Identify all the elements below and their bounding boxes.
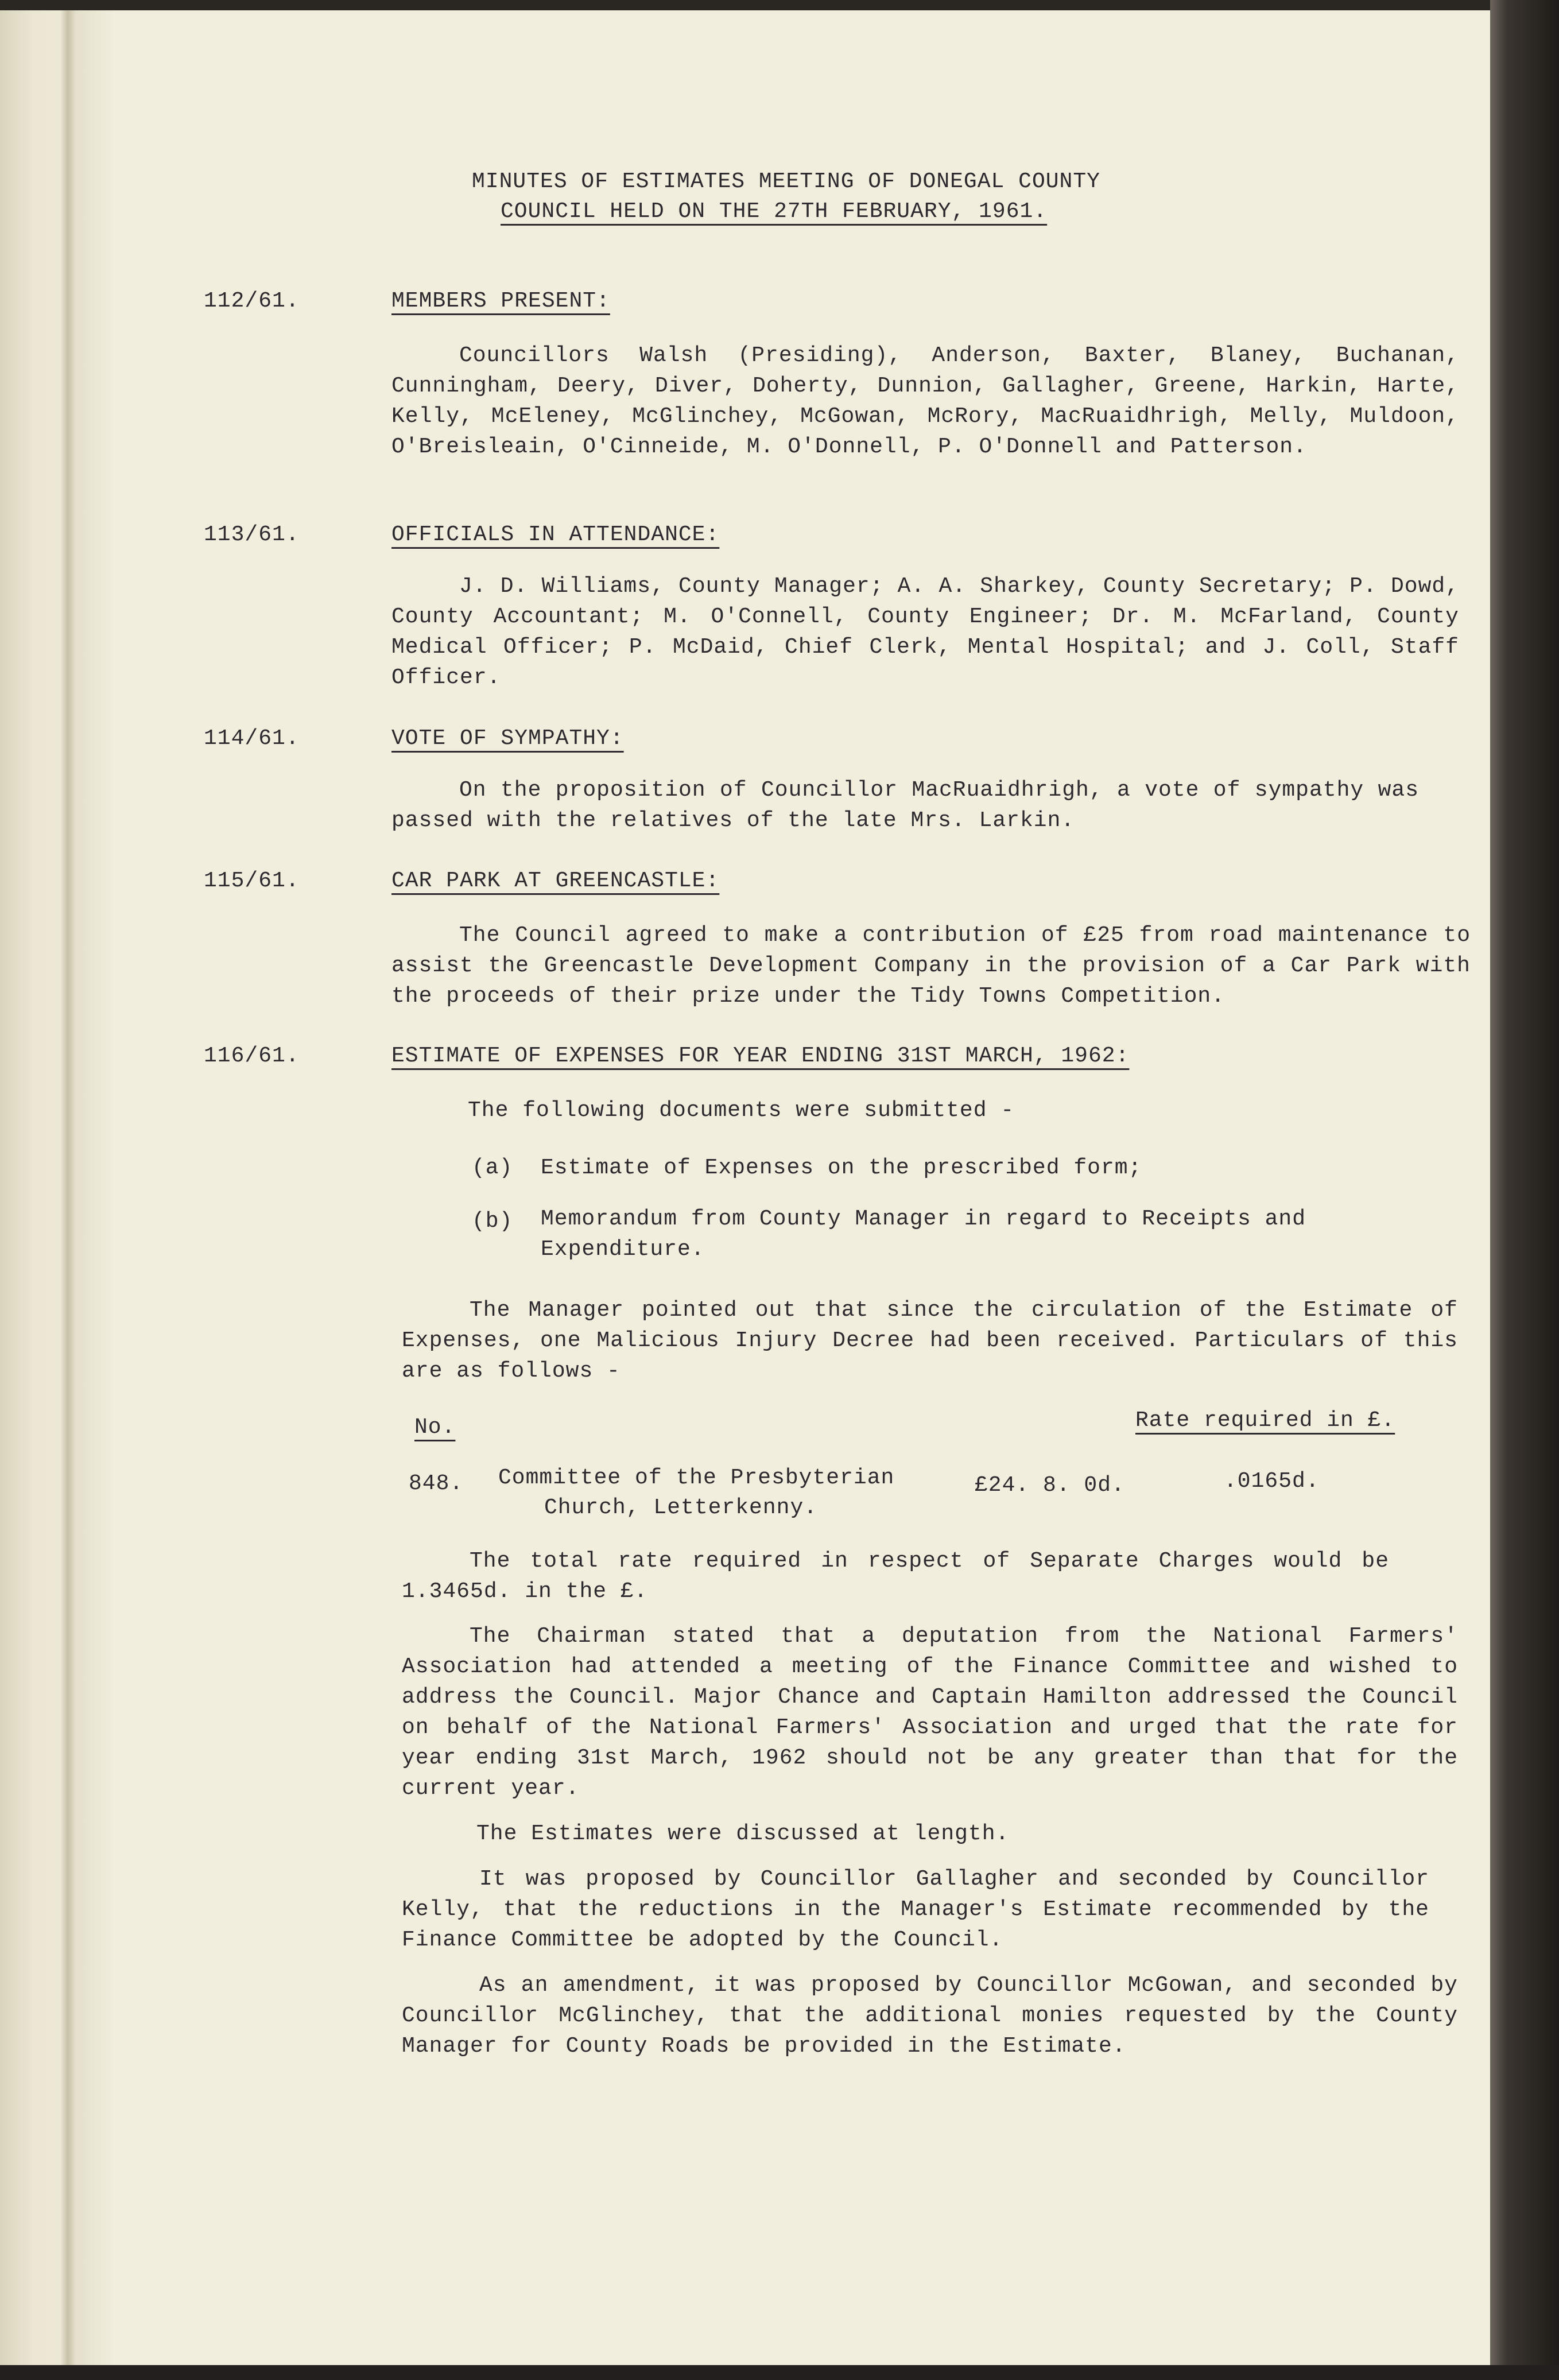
car-park-text: The Council agreed to make a contribution of £25 from road maintenance to assist the Greencastle Development Company in the provision of a Car Park with the proceeds of their prize under the Tidy Towns Competition. [391,923,1471,1009]
proposal-text: It was proposed by Councillor Gallagher and seconded by Councillor Kelly, that the reductions in the Manager's Estimate recommended by the Finance Committee be adopted by the Council. [402,1867,1429,1952]
deputation-text: The Chairman stated that a deputation from the National Farmers' Association had attended a meeting of the Finance Committee and wished to address the Council. Major Chance and Captain Hamilton addressed the Council on behalf of the National Farmers' Association and urged that the rate for year ending 31st March, 1962 should not be any greater than that for the current year. [402,1624,1458,1801]
item-number: 113/61. [204,522,300,547]
item-number: 112/61. [204,289,300,313]
decree-amount: £24. 8. 0d. [975,1473,1125,1498]
officials-text: J. D. Williams, County Manager; A. A. Sharkey, County Secretary; P. Dowd, County Accountant; M. O'Connell, County Engineer; Dr. M. McFarland, County Medical Officer; P. McDaid, Chief Clerk, Mental Hospital; and J. Coll, Staff Officer. [391,574,1459,690]
item-number: 114/61. [204,726,300,751]
item-heading: ESTIMATE OF EXPENSES FOR YEAR ENDING 31ST MARCH, 1962: [391,1044,1130,1068]
list-label: (b) [472,1209,513,1234]
item-heading: MEMBERS PRESENT: [391,289,610,313]
item-number: 115/61. [204,869,300,893]
decree-number: 848. [409,1471,464,1496]
page-edge-bottom [0,2365,1559,2380]
table-header-rate: Rate required in £. [1135,1408,1395,1433]
binding-shadow [0,10,115,2365]
decree-rate: .0165d. [1224,1469,1320,1494]
table-header-no: No. [414,1415,456,1440]
title-line-2: COUNCIL HELD ON THE 27TH FEBRUARY, 1961. [501,199,1048,224]
list-label: (a) [472,1156,513,1180]
list-item-text: Estimate of Expenses on the prescribed form; [541,1156,1142,1180]
manager-statement: The Manager pointed out that since the circulation of the Estimate of Expenses, one Malicious Injury Decree had been received. Particulars of this are as follows - [402,1298,1458,1383]
page-edge-right [1490,0,1559,2380]
item-heading: VOTE OF SYMPATHY: [391,726,624,751]
list-item-text: Memorandum from County Manager in regard to Receipts and Expenditure. [541,1207,1306,1262]
title-line-1: MINUTES OF ESTIMATES MEETING OF DONEGAL COUNTY [472,169,1100,194]
amendment-text: As an amendment, it was proposed by Councillor McGowan, and seconded by Councillor McGlinchey, that the additional monies requested by the County Manager for County Roads be provided in the Estimate. [402,1973,1458,2059]
item-heading: CAR PARK AT GREENCASTLE: [391,869,720,893]
decree-description: Church, Letterkenny. [544,1495,818,1520]
documents-intro: The following documents were submitted - [468,1098,1015,1123]
item-heading: OFFICIALS IN ATTENDANCE: [391,522,720,547]
sympathy-text: On the proposition of Councillor MacRuaidhrigh, a vote of sympathy was passed with the relatives of the late Mrs. Larkin. [391,778,1419,833]
item-number: 116/61. [204,1044,300,1068]
separate-charges-text: The total rate required in respect of Separate Charges would be 1.3465d. in the £. [402,1549,1389,1604]
members-present-text: Councillors Walsh (Presiding), Anderson, Baxter, Blaney, Buchanan, Cunningham, Deery, Diver, Doherty, Dunnion, Gallagher, Greene, Harkin, Harte, Kelly, McEleney, McGlinchey, McGowan, McRory, MacRuaidhrigh, Melly, Muldoon, O'Breisleain, O'Cinneide, M. O'Donnell, P. O'Donnell and Patterson. [391,343,1459,459]
decree-description: Committee of the Presbyterian [498,1466,895,1490]
discussion-text: The Estimates were discussed at length. [476,1821,1010,1846]
